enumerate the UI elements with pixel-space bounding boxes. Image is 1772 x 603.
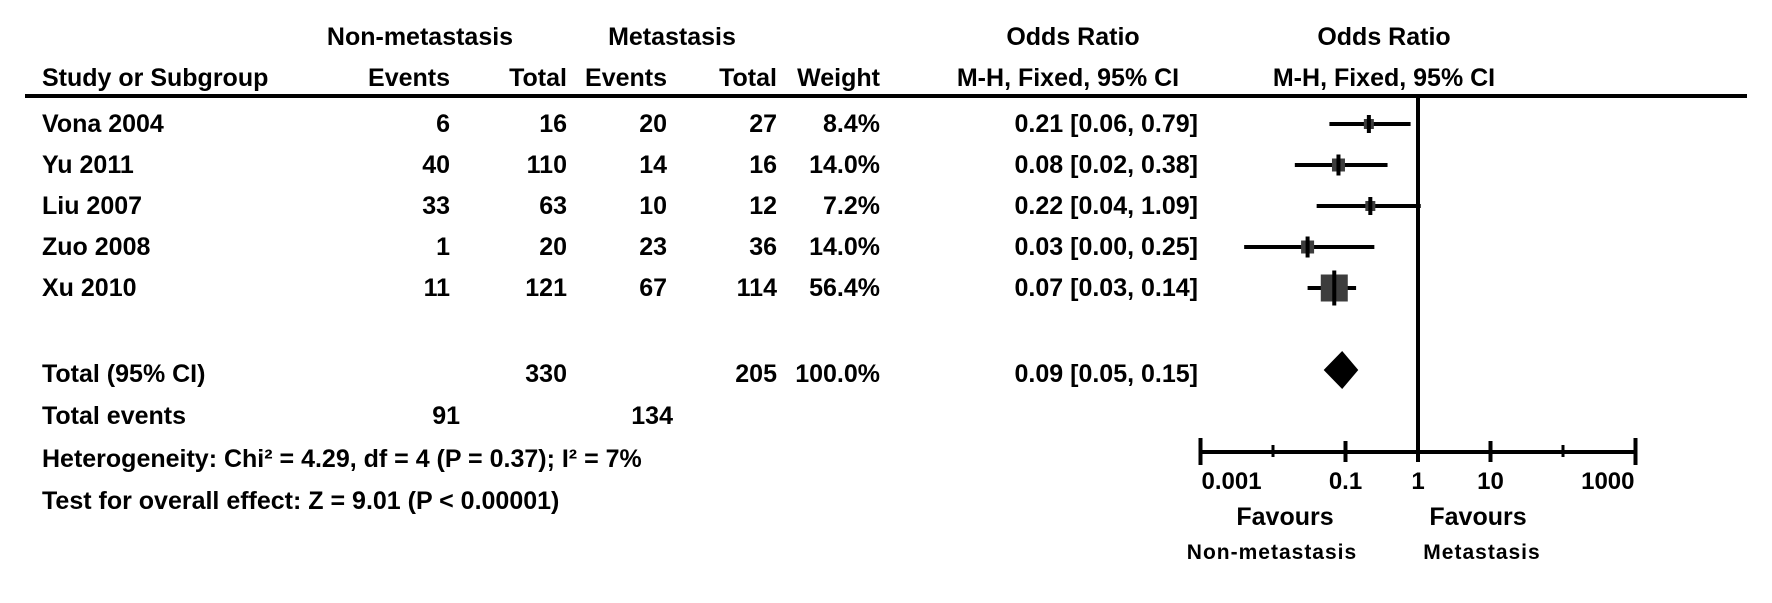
table-cell-total1: 121	[525, 274, 567, 302]
table-cell-weight: 56.4%	[809, 274, 880, 302]
point-estimate-tick	[1336, 155, 1340, 176]
table-cell-study: Xu 2010	[42, 274, 137, 302]
column-header-events2: Events	[585, 64, 667, 92]
column-header-total2: Total	[719, 64, 777, 92]
column-header-study: Study or Subgroup	[42, 64, 269, 92]
point-estimate-tick	[1306, 237, 1310, 258]
total-row-total1: 330	[525, 360, 567, 388]
table-cell-events1: 6	[436, 110, 450, 138]
column-header-weight: Weight	[797, 64, 880, 92]
table-cell-events2: 14	[639, 151, 667, 179]
table-cell-events1: 11	[423, 274, 450, 302]
table-cell-or_ci: 0.08 [0.02, 0.38]	[1014, 151, 1198, 179]
total-events-group2: 134	[631, 402, 673, 430]
point-estimate-tick	[1368, 197, 1372, 215]
axis-minor-tick	[1272, 445, 1275, 457]
odds-ratio-column-title: Odds Ratio	[1006, 23, 1140, 51]
axis-minor-tick	[1562, 445, 1565, 457]
favours-left-group-label: Non-metastasis	[1186, 541, 1358, 564]
table-cell-or_ci: 0.22 [0.04, 1.09]	[1014, 192, 1198, 220]
table-cell-events1: 1	[436, 233, 450, 261]
group2-header: Metastasis	[608, 23, 736, 51]
axis-tick	[1634, 438, 1638, 465]
table-cell-or_ci: 0.21 [0.06, 0.79]	[1014, 110, 1198, 138]
table-cell-or_ci: 0.07 [0.03, 0.14]	[1014, 274, 1198, 302]
axis-tick-label: 0.1	[1328, 468, 1363, 495]
plot-header-or-method: M-H, Fixed, 95% CI	[1272, 64, 1496, 92]
column-header-total1: Total	[509, 64, 567, 92]
table-cell-events2: 20	[639, 110, 667, 138]
table-cell-events2: 23	[639, 233, 667, 261]
total-row-label: Total (95% CI)	[42, 360, 206, 388]
axis-tick-label: 1000	[1581, 468, 1635, 495]
table-cell-total2: 16	[749, 151, 777, 179]
axis-tick-label: 1	[1411, 468, 1425, 495]
total-row-total2: 205	[735, 360, 777, 388]
table-cell-study: Zuo 2008	[42, 233, 151, 261]
table-cell-events1: 33	[422, 192, 450, 220]
heterogeneity-text: Heterogeneity: Chi² = 4.29, df = 4 (P = 0.37); I² = 7%	[42, 445, 642, 473]
table-cell-total1: 63	[539, 192, 567, 220]
odds-ratio-plot-title: Odds Ratio	[1317, 23, 1451, 51]
table-cell-total1: 110	[526, 151, 567, 179]
favours-right-group-label: Metastasis	[1423, 541, 1541, 564]
axis-tick	[1344, 441, 1348, 462]
point-estimate-tick	[1332, 271, 1336, 306]
axis-tick	[1416, 441, 1420, 462]
table-cell-total1: 16	[539, 110, 567, 138]
table-cell-total2: 36	[749, 233, 777, 261]
group1-header: Non-metastasis	[326, 23, 514, 51]
axis-tick-label: 10	[1477, 468, 1504, 495]
favours-left-label: Favours	[1236, 503, 1334, 531]
point-estimate-tick	[1367, 115, 1371, 133]
column-header-or-method: M-H, Fixed, 95% CI	[956, 64, 1180, 92]
table-cell-weight: 14.0%	[809, 233, 880, 261]
total-row-weight: 100.0%	[795, 360, 880, 388]
total-row-or-ci: 0.09 [0.05, 0.15]	[1014, 360, 1198, 388]
axis-tick-label: 0.001	[1201, 468, 1262, 495]
table-cell-total1: 20	[539, 233, 567, 261]
table-cell-study: Yu 2011	[42, 151, 134, 179]
table-cell-events1: 40	[422, 151, 450, 179]
table-cell-weight: 7.2%	[823, 192, 880, 220]
table-cell-study: Liu 2007	[42, 192, 143, 220]
table-cell-weight: 14.0%	[809, 151, 880, 179]
table-cell-total2: 114	[736, 274, 777, 302]
table-cell-events2: 10	[639, 192, 667, 220]
table-cell-weight: 8.4%	[823, 110, 880, 138]
table-cell-events2: 67	[639, 274, 667, 302]
table-cell-total2: 27	[749, 110, 777, 138]
table-cell-total2: 12	[749, 192, 777, 220]
column-header-events1: Events	[368, 64, 450, 92]
pooled-diamond	[1324, 351, 1359, 389]
table-cell-study: Vona 2004	[42, 110, 164, 138]
null-effect-line	[1416, 96, 1420, 460]
total-events-label: Total events	[42, 402, 187, 430]
axis-tick	[1489, 441, 1493, 462]
table-cell-or_ci: 0.03 [0.00, 0.25]	[1014, 233, 1198, 261]
overall-effect-text: Test for overall effect: Z = 9.01 (P < 0.00001)	[42, 487, 560, 515]
favours-right-label: Favours	[1429, 503, 1527, 531]
total-events-group1: 91	[432, 402, 460, 430]
axis-tick	[1199, 438, 1203, 465]
